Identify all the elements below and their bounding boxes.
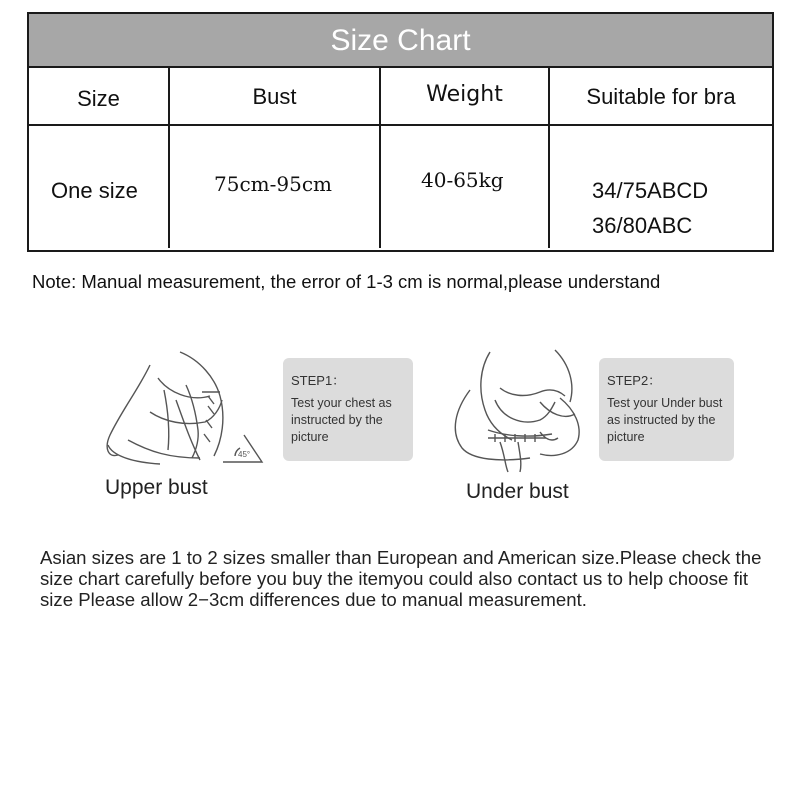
step2-text: Test your Under bust as instructed by the picture — [607, 396, 723, 444]
under-bust-caption: Under bust — [466, 480, 569, 503]
step2-box — [599, 358, 734, 461]
bust-value: 75cm-95cm — [214, 172, 332, 196]
header-cell-bra — [550, 68, 772, 124]
step2-title: STEP2： — [607, 373, 662, 388]
header-size: Size — [77, 86, 120, 111]
under-bust-figure — [455, 350, 579, 472]
upper-bust-caption: Upper bust — [105, 476, 208, 499]
bra-value-2: 36/80ABC — [592, 213, 693, 238]
size-chart-title: Size Chart — [29, 14, 772, 68]
size-chart-table — [27, 12, 774, 252]
cell-size — [29, 126, 170, 248]
header-suitable-bra: Suitable for bra — [586, 84, 736, 109]
angle-label: 45° — [238, 450, 251, 459]
cell-bust — [170, 126, 381, 248]
size-advice-paragraph: Asian sizes are 1 to 2 sizes smaller than European and American size.Please check the size chart carefully before you buy the itemyou could also contact us to help choose fit size Please allow 2−3cm differences due to manual measurement. — [40, 547, 762, 610]
header-cell-weight — [381, 68, 550, 124]
header-bust: Bust — [252, 84, 297, 109]
size-value: One size — [51, 178, 138, 203]
header-weight: Weight — [426, 82, 503, 107]
measurement-note: Note: Manual measurement, the error of 1-3 cm is normal,please understand — [32, 271, 661, 292]
cell-bra — [550, 126, 772, 248]
weight-value: 40-65kg — [421, 168, 504, 192]
cell-weight — [381, 126, 550, 248]
step1-title: STEP1： — [291, 373, 346, 388]
bra-value-1: 34/75ABCD — [592, 178, 709, 203]
header-row — [29, 68, 772, 126]
measurement-illustration — [0, 330, 799, 520]
step1-box — [283, 358, 413, 461]
upper-bust-figure — [107, 352, 262, 464]
header-cell-size — [29, 68, 170, 124]
step1-text: Test your chest as instructed by the picture — [291, 396, 392, 444]
header-cell-bust — [170, 68, 381, 124]
data-row — [29, 126, 772, 248]
